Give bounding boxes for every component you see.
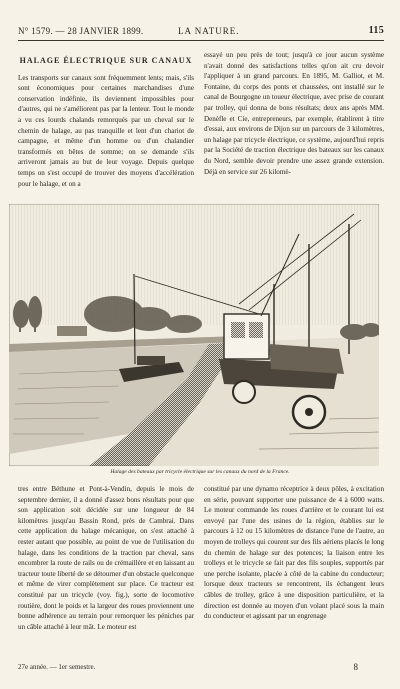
body-text-right-bottom: constitué par une dynamo réceptrice à deux pôles, à excitation en série, pouvant supporter une puissance de 4 à 6000 watts. Le moteur commande les roues d'arrière et le courant lui est envoyé par l'une des usines de la région, établies sur le parcours à 12 ou 15 kilomètres de distance l'une de l'autre, au moyen de trolleys qui courent sur des fils aériens placés le long du chemin de halage sur des potences; la liaison entre les trolleys et le tricycle se fait par des fils souples, supportés par une perche isolante, placée à côté de la cabine du conducteur; lorsque deux tracteurs se rencontrent, ils échangent leurs câbles de trolley, grâce à une disposition particulière, et la direction est donnée au moyen d'un volant placé sous la main du conducteur et agissant par un engrenage (204, 485, 384, 621)
engraving-illustration (9, 204, 379, 466)
body-text-right-top: essayé un peu près de tout; jusqu'à ce jour aucun système n'avait donné des satisfactions telles qu'on ait cru devoir l'appliquer à un grand parcours. En 1895, M. Galliot, et M. Fontaine, du corps des ponts et chaussées, ont installé sur le canal de Bourgogne un toueur électrique, avec prise de courant par trolley, qui donna de bons résultats; deux ans après MM. Denèfle et Cie, entrepreneurs, par exemple, établirent à titre d'essai, aux environs de Dijon sur un parcours de 3 kilomètres, un halage par tricycle électrique, ce système, aujourd'hui repris par la Société de traction électrique des bateaux sur les canaux du Nord, semble devoir prendre une assez grande extension. Déjà en service sur 26 kilomè- (204, 51, 384, 176)
volume-year: 27e année. — 1er semestre. (18, 663, 96, 671)
signature-mark: 8 (353, 662, 358, 672)
figure-caption: Halage des bateaux par tricycle électrique sur les canaux du nord de la France. (110, 469, 290, 475)
issue-line: N° 1579. — 28 JANVIER 1899. (18, 26, 144, 36)
header-rule (18, 40, 384, 41)
body-text-left-top: Les transports sur canaux sont fréquemment lents; mais, s'ils sont économiques pour certaines marchandises d'une conservation indéfinie, ils deviennent impossibles pour d'autres, qui ne s'améliorent pas par la lenteur. Tout le monde a vu ces lourds chalands remorqués par un cheval sur le chemin de halage, au pas tranquille et lent d'un chariot de campagne, et même d'un homme ou d'un chalandier transformés en bêtes de somme; on se demande s'ils arriveront jamais au but de leur voyage. Depuis quelque temps on s'est occupé de trouver des moyens d'accélération pour le halage, et on a (18, 73, 194, 188)
page-footer (18, 663, 384, 675)
column-left-top (18, 50, 194, 197)
sky (10, 205, 378, 325)
column-right-bottom (204, 484, 384, 654)
body-text-left-bottom: tres entre Béthune et Pont-à-Vendin, depuis le mois de septembre dernier, il a donné d'assez bons résultats pour que son application soit décidée sur une longueur de 84 kilomètres jusqu'au Bassin Rond, près de Cambrai. Dans cette application du halage mécanique, on s'est attaché à rester autant que possible, au point de vue de l'utilisation du halage, dans les conditions de la traction par cheval, sans encombrer la route de rails ou de crémaillère et en laissant au tracteur toute liberté de se détourner d'un obstacle quelconque et même de virer complètement sur place. Ce tracteur est constitué par un tricycle (voy. fig.), sorte de locomotive routière, dont le poids et la largeur des roues proviennent une bonne adhérence au terrain pour remorquer les péniches par un câble attaché à leur mât. Le moteur est (18, 485, 194, 631)
distant-house (57, 326, 87, 336)
column-left-bottom (18, 484, 194, 654)
column-right-top (204, 50, 384, 195)
page-number: 115 (368, 25, 384, 36)
running-head (18, 26, 384, 40)
journal-name: LA NATURE. (178, 26, 240, 36)
article-title: HALAGE ÉLECTRIQUE SUR CANAUX (19, 56, 193, 65)
